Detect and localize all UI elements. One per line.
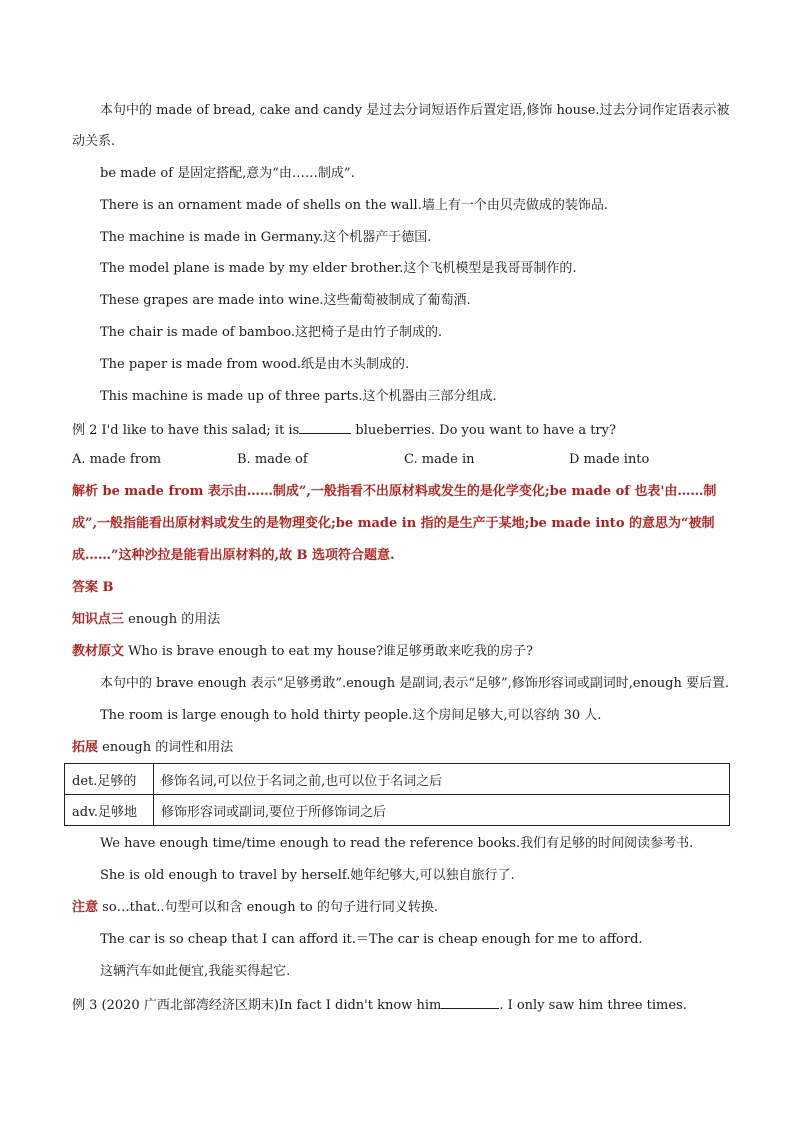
example-sentence: She is old enough to travel by herself.她年纪够大,可以独自旅行了. [100, 868, 515, 883]
example-sentence: The machine is made in Germany.这个机器产于德国. [100, 230, 432, 245]
table-row [65, 764, 730, 795]
example-sentence: The model plane is made by my elder brother.这个飞机模型是我哥哥制作的. [100, 261, 577, 276]
option-c: C. made in [404, 452, 475, 467]
paragraph-line: be made of 是固定搭配,意为“由……制成”. [100, 166, 355, 181]
example-sentence: The paper is made from wood.纸是由木头制成的. [100, 357, 410, 372]
example-sentence: The room is large enough to hold thirty people.这个房间足够大,可以容纳 30 人. [100, 708, 602, 723]
analysis-line: 解析 be made from 表示由……制成”,一般指看不出原材料或发生的是化学变化;be made of 也表'由……制 [72, 484, 717, 499]
note-text: so…that..句型可以和含 enough to 的句子进行同义转换. [98, 900, 439, 915]
section-title: enough 的用法 [124, 612, 221, 627]
answer: 答案 B [72, 580, 114, 595]
option-b: B. made of [237, 452, 308, 467]
option-d: D made into [569, 452, 650, 467]
enough-usage-table [64, 763, 730, 826]
question-text: blueberries. Do you want to have a try? [351, 423, 616, 438]
example-sentence: These grapes are made into wine.这些葡萄被制成了葡萄酒. [100, 293, 471, 308]
question-text: 例 3 (2020 广西北部湾经济区期末)In fact I didn't know him [72, 998, 442, 1013]
paragraph-line: 动关系. [72, 134, 116, 149]
original-sentence: Who is brave enough to eat my house?谁足够勇敢来吃我的房子? [124, 644, 534, 659]
example-sentence: There is an ornament made of shells on the wall.墙上有一个由贝壳做成的装饰品. [100, 198, 608, 213]
analysis-line: 成……”这种沙拉是能看出原材料的,故 B 选项符合题意. [72, 548, 395, 563]
example-sentence: The car is so cheap that I can afford it.＝The car is cheap enough for me to afford. [100, 932, 643, 947]
pos-cell: adv.足够地 [65, 795, 154, 826]
paragraph-line: 本句中的 brave enough 表示“足够勇敢”.enough 是副词,表示“足够”,修饰形容词或副词时,enough 要后置. [100, 676, 730, 691]
note [72, 900, 732, 916]
usage-cell: 修饰名词,可以位于名词之前,也可以位于名词之后 [154, 764, 730, 795]
analysis-line: 成”,一般指能看出原材料或发生的是物理变化;be made in 指的是生产于某地;be made into 的意思为“被制 [72, 516, 715, 531]
example-sentence: 这辆汽车如此便宜,我能买得起它. [100, 964, 291, 979]
paragraph-line: 本句中的 made of bread, cake and candy 是过去分词短语作后置定语,修饰 house.过去分词作定语表示被 [100, 103, 730, 118]
answer-blank [299, 421, 351, 434]
example-sentence: This machine is made up of three parts.这个机器由三部分组成. [100, 389, 497, 404]
knowledge-point-heading [72, 612, 732, 628]
example-sentence: The chair is made of bamboo.这把椅子是由竹子制成的. [100, 325, 443, 340]
section-label: 注意 [72, 900, 99, 915]
example-sentence: We have enough time/time enough to read the reference books.我们有足够的时间阅读参考书. [100, 836, 694, 851]
table-row [65, 795, 730, 826]
section-label: 教材原文 [72, 644, 125, 659]
section-label: 知识点三 [72, 612, 125, 627]
extension-heading [72, 740, 732, 756]
example-question-2 [72, 421, 732, 439]
usage-cell: 修饰形容词或副词,要位于所修饰词之后 [154, 795, 730, 826]
question-text: 例 2 I'd like to have this salad; it is [72, 423, 300, 438]
pos-cell: det.足够的 [65, 764, 154, 795]
example-question-3 [72, 996, 732, 1014]
option-a: A. made from [72, 452, 162, 467]
answer-blank [441, 996, 499, 1009]
textbook-original [72, 644, 732, 660]
section-label: 拓展 [72, 740, 99, 755]
section-title: enough 的词性和用法 [98, 740, 234, 755]
question-text: . I only saw him three times. [499, 998, 687, 1013]
options-row [72, 452, 732, 468]
